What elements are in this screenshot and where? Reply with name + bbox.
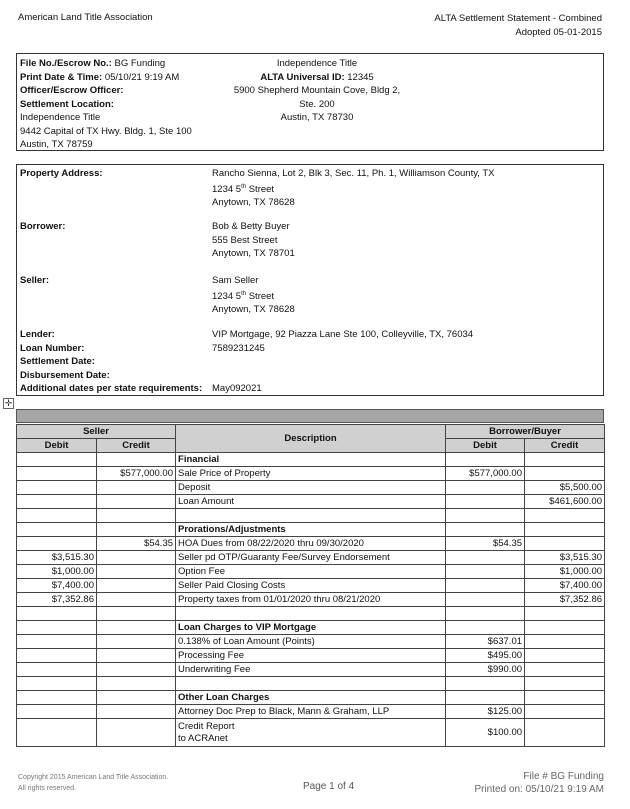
print-date-label: Print Date & Time: <box>20 71 103 83</box>
borrower-debit-cell <box>446 677 525 691</box>
borrower-info <box>212 220 295 261</box>
table-row <box>17 649 605 663</box>
description-cell: Attorney Doc Prep to Black, Mann & Graham, LLP <box>176 705 446 719</box>
title-company-name: Independence Title <box>276 58 358 69</box>
seller-debit-cell <box>17 677 97 691</box>
borrower-credit-cell <box>525 523 605 537</box>
location-line: Independence Title <box>20 112 101 123</box>
seller-credit-header: Credit <box>97 439 176 453</box>
borrower-credit-cell <box>525 691 605 705</box>
seller-credit-cell <box>97 579 176 593</box>
borrower-debit-cell <box>446 691 525 705</box>
property-address <box>212 167 495 210</box>
property-line: Rancho Sienna, Lot 2, Blk 3, Sec. 11, Ph. 1, Williamson County, TX <box>212 168 495 179</box>
property-line: 1234 5th Street <box>212 183 275 195</box>
seller-debit-cell <box>17 691 97 705</box>
borrower-debit-cell: $100.00 <box>446 719 525 747</box>
lender-labels <box>20 328 202 396</box>
description-header: Description <box>176 425 446 453</box>
borrower-credit-header: Credit <box>525 439 605 453</box>
alta-id-value: 12345 <box>347 71 374 83</box>
seller-line: 1234 5th Street <box>212 290 275 302</box>
form-title: ALTA Settlement Statement - Combined <box>434 13 602 24</box>
location-line: Austin, TX 78759 <box>20 139 93 150</box>
property-line: Anytown, TX 78628 <box>212 197 295 209</box>
seller-credit-cell <box>97 621 176 635</box>
adopted-date: Adopted 05-01-2015 <box>515 26 602 38</box>
borrower-debit-cell: $125.00 <box>446 705 525 719</box>
borrower-line: Bob & Betty Buyer <box>212 221 290 232</box>
borrower-credit-cell <box>525 635 605 649</box>
borrower-debit-cell: $637.01 <box>446 635 525 649</box>
description-cell: Deposit <box>176 481 446 495</box>
description-cell: 0.138% of Loan Amount (Points) <box>176 635 446 649</box>
table-row <box>17 537 605 551</box>
seller-credit-cell <box>97 565 176 579</box>
borrower-credit-cell <box>525 537 605 551</box>
borrower-credit-cell <box>525 509 605 523</box>
file-info-left <box>20 57 192 152</box>
table-row <box>17 663 605 677</box>
description-cell: Prorations/Adjustments <box>176 523 446 537</box>
borrower-credit-cell <box>525 649 605 663</box>
description-cell: Underwriting Fee <box>176 663 446 677</box>
borrower-debit-cell: $54.35 <box>446 537 525 551</box>
description-cell: Financial <box>176 453 446 467</box>
borrower-credit-cell <box>525 453 605 467</box>
description-cell: Property taxes from 01/01/2020 thru 08/21/2020 <box>176 593 446 607</box>
borrower-debit-cell <box>446 495 525 509</box>
borrower-debit-cell: $577,000.00 <box>446 467 525 481</box>
seller-debit-cell <box>17 453 97 467</box>
printed-on: Printed on: 05/10/21 9:19 AM <box>474 784 604 795</box>
seller-debit-cell <box>17 621 97 635</box>
seller-credit-cell <box>97 719 176 747</box>
seller-debit-cell <box>17 523 97 537</box>
borrower-debit-header: Debit <box>446 439 525 453</box>
seller-debit-cell <box>17 705 97 719</box>
seller-credit-cell <box>97 551 176 565</box>
borrower-debit-cell: $495.00 <box>446 649 525 663</box>
borrower-debit-cell <box>446 593 525 607</box>
seller-header: Seller <box>17 425 176 439</box>
seller-credit-cell: $577,000.00 <box>97 467 176 481</box>
description-cell: Seller pd OTP/Guaranty Fee/Survey Endorsement <box>176 551 446 565</box>
borrower-debit-cell <box>446 481 525 495</box>
description-cell <box>176 677 446 691</box>
location-line: 9442 Capital of TX Hwy. Bldg. 1, Ste 100 <box>20 125 192 137</box>
seller-label: Seller: <box>20 275 50 286</box>
table-header-row <box>17 425 605 439</box>
borrower-debit-cell <box>446 453 525 467</box>
company-address-line: Austin, TX 78730 <box>280 112 354 123</box>
disbursement-date-label: Disbursement Date: <box>20 369 110 381</box>
borrower-credit-cell <box>525 719 605 747</box>
settlement-location-label: Settlement Location: <box>20 98 114 110</box>
alta-id-label: ALTA Universal ID: <box>260 71 345 83</box>
file-ref: File # BG Funding <box>523 771 604 782</box>
description-cell: HOA Dues from 08/22/2020 thru 09/30/2020 <box>176 537 446 551</box>
seller-credit-cell <box>97 677 176 691</box>
borrower-debit-cell <box>446 551 525 565</box>
seller-debit-cell: $1,000.00 <box>17 565 97 579</box>
borrower-debit-cell <box>446 621 525 635</box>
description-cell <box>176 607 446 621</box>
borrower-credit-cell <box>525 677 605 691</box>
seller-line: Anytown, TX 78628 <box>212 304 295 316</box>
parties-box <box>16 164 604 396</box>
borrower-credit-cell <box>525 621 605 635</box>
borrower-debit-cell: $990.00 <box>446 663 525 677</box>
borrower-header: Borrower/Buyer <box>446 425 605 439</box>
company-address-line: 5900 Shepherd Mountain Cove, Bldg 2, <box>233 85 401 96</box>
form-title-block <box>434 12 602 39</box>
page-header <box>18 8 604 43</box>
description-cell: Loan Amount <box>176 495 446 509</box>
seller-credit-cell <box>97 635 176 649</box>
seller-debit-cell <box>17 719 97 747</box>
borrower-label: Borrower: <box>20 221 66 232</box>
file-info-box <box>16 53 604 151</box>
borrower-credit-cell: $7,352.86 <box>525 593 605 607</box>
additional-dates-label: Additional dates per state requirements: <box>20 383 203 394</box>
table-move-handle-icon[interactable]: ✛ <box>4 398 13 408</box>
seller-credit-cell <box>97 509 176 523</box>
seller-debit-header: Debit <box>17 439 97 453</box>
seller-debit-cell <box>17 607 97 621</box>
borrower-debit-cell <box>446 523 525 537</box>
table-row <box>17 551 605 565</box>
seller-credit-cell <box>97 663 176 677</box>
table-row <box>17 467 605 481</box>
file-no-value: BG Funding <box>114 58 166 69</box>
borrower-line: 555 Best Street <box>212 234 278 246</box>
footer-file-info <box>474 770 604 796</box>
seller-credit-cell <box>97 705 176 719</box>
table-row <box>17 607 605 621</box>
borrower-credit-cell: $3,515.30 <box>525 551 605 565</box>
print-date-value: 05/10/21 9:19 AM <box>104 71 180 83</box>
table-row <box>17 635 605 649</box>
settlement-table <box>16 424 605 747</box>
seller-debit-cell <box>17 635 97 649</box>
table-row <box>17 691 605 705</box>
description-cell: Processing Fee <box>176 649 446 663</box>
description-cell: Option Fee <box>176 565 446 579</box>
table-title-bar <box>16 409 604 423</box>
lender-label: Lender: <box>20 329 55 340</box>
borrower-credit-cell <box>525 467 605 481</box>
borrower-debit-cell <box>446 509 525 523</box>
table-row <box>17 593 605 607</box>
additional-dates-value: May092021 <box>212 383 262 394</box>
seller-debit-cell: $3,515.30 <box>17 551 97 565</box>
borrower-credit-cell <box>525 607 605 621</box>
seller-credit-cell <box>97 649 176 663</box>
description-cell: Other Loan Charges <box>176 691 446 705</box>
seller-line: Sam Seller <box>212 275 259 286</box>
borrower-credit-cell <box>525 705 605 719</box>
seller-debit-cell <box>17 537 97 551</box>
org-name: American Land Title Association <box>18 12 153 23</box>
lender-values <box>212 328 473 396</box>
table-row <box>17 481 605 495</box>
seller-credit-cell <box>97 691 176 705</box>
description-cell: Loan Charges to VIP Mortgage <box>176 621 446 635</box>
borrower-debit-cell <box>446 579 525 593</box>
description-cell: Seller Paid Closing Costs <box>176 579 446 593</box>
loan-number-value: 7589231245 <box>212 342 265 354</box>
seller-debit-cell <box>17 481 97 495</box>
borrower-credit-cell: $5,500.00 <box>525 481 605 495</box>
seller-debit-cell <box>17 509 97 523</box>
seller-credit-cell <box>97 593 176 607</box>
borrower-line: Anytown, TX 78701 <box>212 248 295 259</box>
seller-credit-cell <box>97 453 176 467</box>
table-row <box>17 495 605 509</box>
loan-number-label: Loan Number: <box>20 342 85 354</box>
page-number: Page 1 of 4 <box>303 781 355 792</box>
seller-credit-cell <box>97 495 176 509</box>
table-row <box>17 453 605 467</box>
table-row <box>17 621 605 635</box>
table-row <box>17 523 605 537</box>
seller-debit-cell <box>17 663 97 677</box>
borrower-credit-cell: $7,400.00 <box>525 579 605 593</box>
borrower-credit-cell: $461,600.00 <box>525 495 605 509</box>
seller-credit-cell <box>97 607 176 621</box>
seller-debit-cell <box>17 649 97 663</box>
borrower-debit-cell <box>446 565 525 579</box>
rights-text: All rights reserved. <box>18 785 76 792</box>
table-row <box>17 719 605 747</box>
officer-label: Officer/Escrow Officer: <box>20 85 124 96</box>
borrower-debit-cell <box>446 607 525 621</box>
seller-credit-cell <box>97 523 176 537</box>
seller-debit-cell: $7,400.00 <box>17 579 97 593</box>
seller-debit-cell: $7,352.86 <box>17 593 97 607</box>
description-cell <box>176 509 446 523</box>
table-row <box>17 509 605 523</box>
company-address-line: Ste. 200 <box>299 98 335 110</box>
table-row <box>17 705 605 719</box>
table-row <box>17 677 605 691</box>
seller-credit-cell <box>97 481 176 495</box>
title-company-block <box>217 57 417 125</box>
table-row <box>17 565 605 579</box>
settlement-date-label: Settlement Date: <box>20 356 95 367</box>
borrower-credit-cell <box>525 663 605 677</box>
file-no-label: File No./Escrow No.: <box>20 58 112 69</box>
description-cell: Sale Price of Property <box>176 467 446 481</box>
lender-value: VIP Mortgage, 92 Piazza Lane Ste 100, Colleyville, TX, 76034 <box>212 329 474 340</box>
copyright-text: Copyright 2015 American Land Title Association. <box>18 774 169 781</box>
seller-credit-cell: $54.35 <box>97 537 176 551</box>
seller-debit-cell <box>17 495 97 509</box>
description-cell: Credit Report to ACRAnet <box>176 719 446 747</box>
property-address-label: Property Address: <box>20 168 103 179</box>
table-row <box>17 579 605 593</box>
borrower-credit-cell: $1,000.00 <box>525 565 605 579</box>
seller-info <box>212 274 295 317</box>
footer-copyright <box>18 772 168 794</box>
seller-debit-cell <box>17 467 97 481</box>
